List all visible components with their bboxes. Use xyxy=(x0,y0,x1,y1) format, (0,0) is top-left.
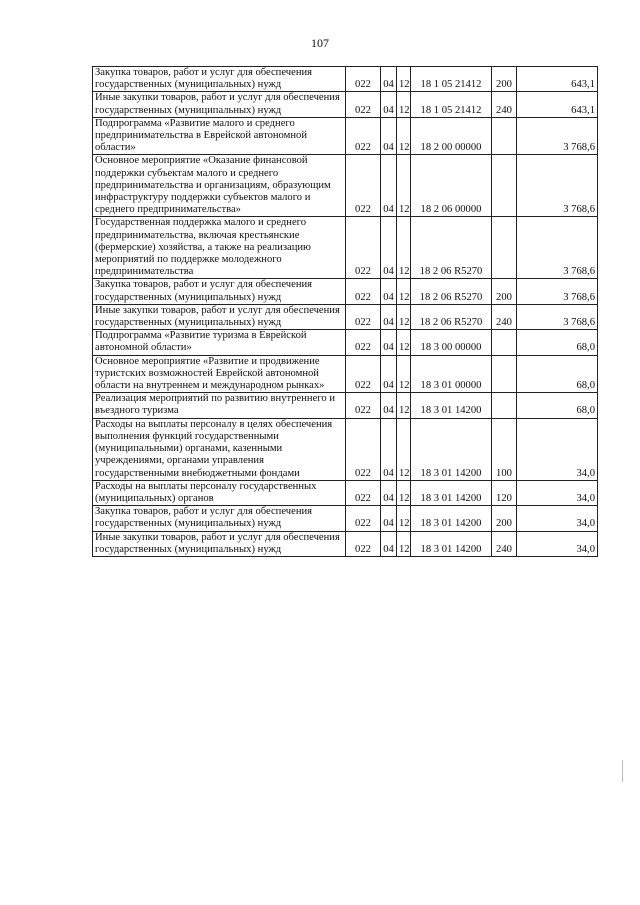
table-row xyxy=(93,92,598,117)
expense-type-cell xyxy=(492,155,517,217)
grbs-code-cell: 022 xyxy=(346,393,381,418)
budget-table xyxy=(92,66,598,557)
expense-name-cell: Иные закупки товаров, работ и услуг для обеспечения государственных (муниципальных) нужд xyxy=(93,92,346,117)
amount-cell: 34,0 xyxy=(517,531,598,556)
subsection-code-cell: 12 xyxy=(397,330,411,355)
grbs-code-cell: 022 xyxy=(346,418,381,480)
expense-name-cell: Подпрограмма «Развитие туризма в Еврейской автономной области» xyxy=(93,330,346,355)
section-code-cell: 04 xyxy=(381,355,397,393)
target-article-cell: 18 2 00 00000 xyxy=(411,117,492,155)
grbs-code-cell: 022 xyxy=(346,531,381,556)
table-row xyxy=(93,330,598,355)
subsection-code-cell: 12 xyxy=(397,155,411,217)
subsection-code-cell: 12 xyxy=(397,117,411,155)
subsection-code-cell: 12 xyxy=(397,304,411,329)
expense-type-cell: 120 xyxy=(492,480,517,505)
section-code-cell: 04 xyxy=(381,393,397,418)
subsection-code-cell: 12 xyxy=(397,355,411,393)
expense-type-cell xyxy=(492,393,517,418)
target-article-cell: 18 3 01 00000 xyxy=(411,355,492,393)
expense-name-cell: Закупка товаров, работ и услуг для обеспечения государственных (муниципальных) нужд xyxy=(93,506,346,531)
amount-cell: 34,0 xyxy=(517,480,598,505)
expense-name-cell: Закупка товаров, работ и услуг для обеспечения государственных (муниципальных) нужд xyxy=(93,279,346,304)
table-row xyxy=(93,304,598,329)
amount-cell: 3 768,6 xyxy=(517,279,598,304)
table-row xyxy=(93,531,598,556)
subsection-code-cell: 12 xyxy=(397,217,411,279)
amount-cell: 643,1 xyxy=(517,67,598,92)
expense-type-cell: 100 xyxy=(492,418,517,480)
target-article-cell: 18 3 01 14200 xyxy=(411,480,492,505)
target-article-cell: 18 2 06 R5270 xyxy=(411,304,492,329)
subsection-code-cell: 12 xyxy=(397,393,411,418)
target-article-cell: 18 2 06 R5270 xyxy=(411,217,492,279)
amount-cell: 3 768,6 xyxy=(517,117,598,155)
subsection-code-cell: 12 xyxy=(397,506,411,531)
table-row xyxy=(93,418,598,480)
grbs-code-cell: 022 xyxy=(346,279,381,304)
target-article-cell: 18 2 06 00000 xyxy=(411,155,492,217)
table-row xyxy=(93,279,598,304)
table-row xyxy=(93,480,598,505)
target-article-cell: 18 3 01 14200 xyxy=(411,393,492,418)
grbs-code-cell: 022 xyxy=(346,330,381,355)
section-code-cell: 04 xyxy=(381,92,397,117)
subsection-code-cell: 12 xyxy=(397,480,411,505)
target-article-cell: 18 1 05 21412 xyxy=(411,92,492,117)
expense-name-cell: Иные закупки товаров, работ и услуг для обеспечения государственных (муниципальных) нужд xyxy=(93,531,346,556)
expense-name-cell: Расходы на выплаты персоналу в целях обеспечения выполнения функций государственными (муниципальными) органами, казенными учреждениями, органами управления государственными внебюджетными фондами xyxy=(93,418,346,480)
expense-name-cell: Основное мероприятие «Развитие и продвижение туристских возможностей Еврейской автономной области на внутреннем и международном рынках» xyxy=(93,355,346,393)
section-code-cell: 04 xyxy=(381,304,397,329)
target-article-cell: 18 3 01 14200 xyxy=(411,506,492,531)
expense-type-cell: 200 xyxy=(492,67,517,92)
table-row xyxy=(93,506,598,531)
table-row xyxy=(93,393,598,418)
section-code-cell: 04 xyxy=(381,155,397,217)
table-row xyxy=(93,355,598,393)
amount-cell: 34,0 xyxy=(517,506,598,531)
amount-cell: 3 768,6 xyxy=(517,217,598,279)
target-article-cell: 18 3 01 14200 xyxy=(411,418,492,480)
section-code-cell: 04 xyxy=(381,67,397,92)
amount-cell: 68,0 xyxy=(517,355,598,393)
expense-type-cell: 240 xyxy=(492,304,517,329)
budget-table-body xyxy=(93,67,598,557)
subsection-code-cell: 12 xyxy=(397,67,411,92)
subsection-code-cell: 12 xyxy=(397,418,411,480)
expense-type-cell xyxy=(492,330,517,355)
page-number: 107 xyxy=(311,36,329,50)
table-row xyxy=(93,67,598,92)
expense-name-cell: Основное мероприятие «Оказание финансовой поддержки субъектам малого и среднего предпринимательства и организациям, образующим инфраструктуру поддержки субъектов малого и среднего предпринимательства» xyxy=(93,155,346,217)
expense-name-cell: Иные закупки товаров, работ и услуг для обеспечения государственных (муниципальных) нужд xyxy=(93,304,346,329)
target-article-cell: 18 1 05 21412 xyxy=(411,67,492,92)
amount-cell: 34,0 xyxy=(517,418,598,480)
target-article-cell: 18 3 01 14200 xyxy=(411,531,492,556)
grbs-code-cell: 022 xyxy=(346,67,381,92)
subsection-code-cell: 12 xyxy=(397,92,411,117)
amount-cell: 3 768,6 xyxy=(517,155,598,217)
expense-type-cell xyxy=(492,217,517,279)
subsection-code-cell: 12 xyxy=(397,531,411,556)
table-row xyxy=(93,217,598,279)
grbs-code-cell: 022 xyxy=(346,480,381,505)
amount-cell: 3 768,6 xyxy=(517,304,598,329)
amount-cell: 68,0 xyxy=(517,330,598,355)
expense-name-cell: Подпрограмма «Развитие малого и среднего предпринимательства в Еврейской автономной области» xyxy=(93,117,346,155)
target-article-cell: 18 3 00 00000 xyxy=(411,330,492,355)
grbs-code-cell: 022 xyxy=(346,506,381,531)
expense-name-cell: Реализация мероприятий по развитию внутреннего и въездного туризма xyxy=(93,393,346,418)
amount-cell: 643,1 xyxy=(517,92,598,117)
grbs-code-cell: 022 xyxy=(346,355,381,393)
expense-type-cell xyxy=(492,355,517,393)
grbs-code-cell: 022 xyxy=(346,117,381,155)
section-code-cell: 04 xyxy=(381,418,397,480)
section-code-cell: 04 xyxy=(381,279,397,304)
expense-type-cell xyxy=(492,117,517,155)
scan-artifact-line xyxy=(622,760,623,782)
grbs-code-cell: 022 xyxy=(346,304,381,329)
amount-cell: 68,0 xyxy=(517,393,598,418)
section-code-cell: 04 xyxy=(381,330,397,355)
expense-name-cell: Расходы на выплаты персоналу государственных (муниципальных) органов xyxy=(93,480,346,505)
expense-type-cell: 200 xyxy=(492,279,517,304)
grbs-code-cell: 022 xyxy=(346,217,381,279)
grbs-code-cell: 022 xyxy=(346,155,381,217)
section-code-cell: 04 xyxy=(381,117,397,155)
expense-type-cell: 240 xyxy=(492,531,517,556)
section-code-cell: 04 xyxy=(381,531,397,556)
table-row xyxy=(93,117,598,155)
expense-type-cell: 200 xyxy=(492,506,517,531)
expense-type-cell: 240 xyxy=(492,92,517,117)
table-row xyxy=(93,155,598,217)
section-code-cell: 04 xyxy=(381,480,397,505)
subsection-code-cell: 12 xyxy=(397,279,411,304)
section-code-cell: 04 xyxy=(381,506,397,531)
expense-name-cell: Государственная поддержка малого и среднего предпринимательства, включая крестьянские (фермерские) хозяйства, а также на реализацию мероприятий по поддержке молодежного предпринимательства xyxy=(93,217,346,279)
expense-name-cell: Закупка товаров, работ и услуг для обеспечения государственных (муниципальных) нужд xyxy=(93,67,346,92)
target-article-cell: 18 2 06 R5270 xyxy=(411,279,492,304)
grbs-code-cell: 022 xyxy=(346,92,381,117)
section-code-cell: 04 xyxy=(381,217,397,279)
